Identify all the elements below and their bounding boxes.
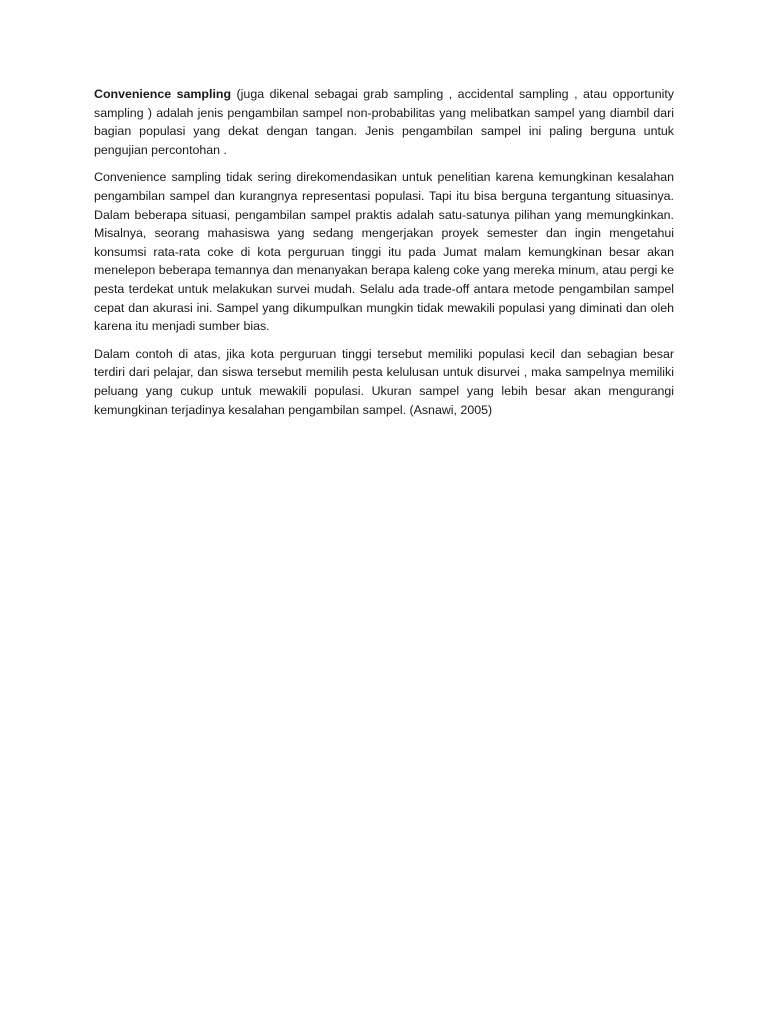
term-convenience-sampling: Convenience sampling [94,87,232,101]
paragraph-definition [94,85,674,159]
paragraph-explanation: Convenience sampling tidak sering direkomendasikan untuk penelitian karena kemungkinan kesalahan pengambilan sampel dan kurangnya representasi populasi. Tapi itu bisa berguna tergantung situasinya. Dalam beberapa situasi, pengambilan sampel praktis adalah satu-satunya pilihan yang memungkinkan. Misalnya, seorang mahasiswa yang sedang mengerjakan proyek semester dan ingin mengetahui konsumsi rata-rata coke di kota perguruan tinggi itu pada Jumat malam kemungkinan besar akan menelepon beberapa temannya dan menanyakan berapa kaleng coke yang mereka minum, atau pergi ke pesta terdekat untuk melakukan survei mudah. Selalu ada trade-off antara metode pengambilan sampel cepat dan akurasi ini. Sampel yang dikumpulkan mungkin tidak mewakili populasi yang diminati dan oleh karena itu menjadi sumber bias. [94,170,674,334]
paragraph-definition-text: (juga dikenal sebagai grab sampling , accidental sampling , atau opportunity sampling ) adalah jenis pengambilan sampel non-probabilitas yang melibatkan sampel yang diambil dari bagian populasi yang dekat dengan tangan. Jenis pengambilan sampel ini paling berguna untuk pengujian percontohan . [94,87,674,157]
paragraph-example: Dalam contoh di atas, jika kota perguruan tinggi tersebut memiliki populasi kecil dan sebagian besar terdiri dari pelajar, dan siswa tersebut memilih pesta kelulusan untuk disurvei , maka sampelnya memiliki peluang yang cukup untuk mewakili populasi. Ukuran sampel yang lebih besar akan mengurangi kemungkinan terjadinya kesalahan pengambilan sampel. (Asnawi, 2005) [94,346,674,417]
document-body [94,85,674,428]
